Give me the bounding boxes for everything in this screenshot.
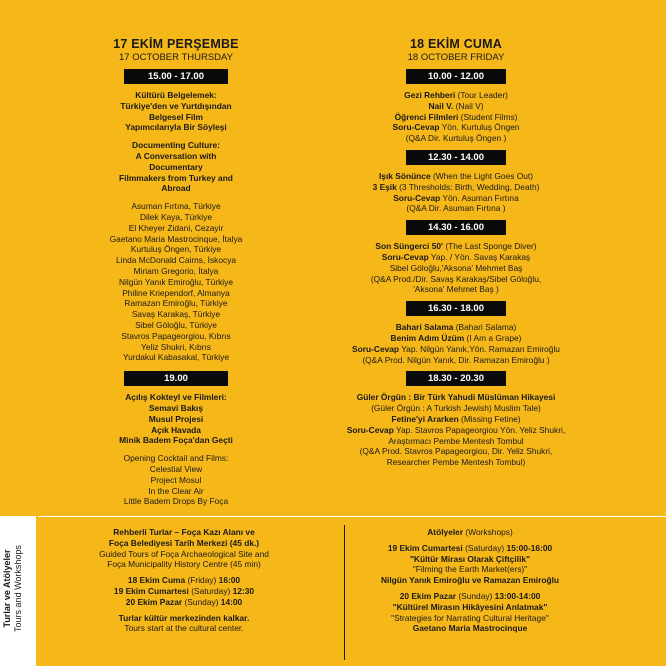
session-block: Güler Örgün : Bir Türk Yahudi Müslüman Hikayesi (Güler Örgün : A Turkish Jewish) Muslim Tale) Fetine'yi Ararken (Missing Fetine) Soru-Cevap Yap. Stavros Papageorgiou Yön. Yeliz Shukri, Araştırmacı Pembe Mentesh Tombul (Q&A Prod. Stavros Papageorgiou, Dir. Yeliz Shukri, Researcher Pembe Mentesh Tombul) [346, 392, 566, 468]
day1-column [108, 0, 244, 509]
guest-name: El Kheyer Zidani, Cezayir [128, 222, 224, 233]
session-block: Bahari Salama (Bahari Salama) Benim Adım Üzüm (I Am a Grape) Soru-Cevap Yap. Nilgün Yanık,Yön. Ramazan Emiroğlu (Q&A Prod. Nilgün Yanık, Dir. Ramazan Emiroğlu ) [352, 322, 560, 365]
column-divider [344, 525, 345, 660]
day2-subtitle: 18 OCTOBER FRIDAY [407, 52, 505, 63]
day1-title: 17 EKİM PERŞEMBE [113, 37, 239, 51]
guided-tours: Rehberli Turlar – Foça Kazı Alanı ve Foça Belediyesi Tarih Merkezi (45 dk.) Guided Tours of Foça Archaeological Site and Foça Municipality History Centre (45 min) 18 Ekim Cuma (Friday) 16:00 19 Ekim Cumartesi (Saturday) 12:30 20 Ekim Pazar (Sunday) 14:00 Turlar kültür merkezinden kalkar. Tours start at the cultural center. [99, 527, 269, 634]
guest-name: Asuman Fırtına, Türkiye [131, 201, 221, 212]
guest-name: Sibel Göloğlu, Türkiye [135, 319, 217, 330]
guest-name: Dilek Kaya, Türkiye [140, 211, 212, 222]
time-slot: 16.30 - 18.00 [406, 301, 506, 316]
day2-column [346, 0, 566, 470]
guest-name: Stavros Papageorgiou, Kıbrıs [121, 330, 231, 341]
session-block: Son Süngerci 50' (The Last Sponge Diver) Soru-Cevap Yap. / Yön. Savaş Karakaş Sibel Göloğlu,'Aksona' Mehmet Baş (Q&A Prod./Dir. Savaş Karakaş/Sibel Göloğlu, 'Aksona' Mehmet Baş ) [370, 241, 542, 295]
guest-name: Ramazan Emiroğlu, Türkiye [124, 298, 228, 309]
guest-name: Yurdakul Kabasakal, Türkiye [123, 352, 229, 363]
guest-name: Gaetano Maria Mastrocinque, İtalya [109, 233, 243, 244]
opening-films-en: Opening Cocktail and Films: Celestial View Project Mosul In the Clear Air Little Badem Drops By Foça [123, 453, 229, 507]
session-block: Işık Sönünce (When the Light Goes Out) 3 Eşik (3 Thresholds: Birth, Wedding, Death) Soru-Cevap Yön. Asuman Fırtına (Q&A Dir. Asuman Fırtına ) [372, 170, 540, 214]
guest-name: Linda McDonald Cairns, İskocya [115, 255, 237, 266]
day2-title: 18 EKİM CUMA [410, 37, 502, 51]
time-slot: 18.30 - 20.30 [406, 371, 506, 386]
guest-name: Philine Kriependorf, Almanya [122, 287, 230, 298]
guest-list [108, 201, 244, 363]
day1-subtitle: 17 OCTOBER THURSDAY [118, 52, 234, 63]
workshops: Atölyeler (Workshops) 19 Ekim Cumartesi (Saturday) 15:00-16:00 "Kültür Mirası Olarak Çiftçilik" "Filming the Earth Market(ers)" Nilgün Yanık Emiroğlu ve Ramazan Emiroğlu 20 Ekim Pazar (Sunday) 13:00-14:00 "Kültürel Mirasın Hikâyesini Anlatmak" "Strategies for Narrating Cultural Heritage" Gaetano Maria Mastrocinque [380, 527, 560, 634]
guest-name: Savaş Karakaş, Türkiye [131, 309, 221, 320]
time-slot: 15.00 - 17.00 [124, 69, 228, 84]
session-block: Gezi Rehberi (Tour Leader) Nail V. (Nail V) Öğrenci Filmleri (Student Films) Soru-Cevap Yön. Kurtuluş Öngen (Q&A Dir. Kurtuluş Öngen ) [392, 90, 520, 144]
time-slot: 19.00 [124, 371, 228, 386]
session-title-tr: Kültürü Belgelemek: Türkiye'den ve Yurtdışından Belgesel Film Yapımcılarıyla Bir Söyleşi [120, 90, 232, 133]
session-title-en: Documenting Culture: A Conversation with Documentary Filmmakers from Turkey and Abroad [119, 140, 233, 194]
section-divider [38, 516, 666, 517]
guest-name: Nilgün Yanık Emiroğlu, Türkiye [118, 276, 234, 287]
time-slot: 12.30 - 14.00 [406, 150, 506, 165]
time-slot: 14.30 - 16.00 [406, 220, 506, 235]
guest-name: Miriam Gregorio, İtalya [133, 265, 219, 276]
sidebar-label: Turlar ve Atölyeler Tours and Workshops [2, 545, 23, 632]
guest-name: Yeliz Shukri, Kıbrıs [141, 341, 211, 352]
guest-name: Kurtuluş Öngen, Türkiye [130, 244, 222, 255]
opening-films-tr: Açılış Kokteyl ve Filmleri: Semavi Bakış Musul Projesi Açık Havada Minik Badem Foça'dan Geçti [119, 392, 233, 446]
time-slot: 10.00 - 12.00 [406, 69, 506, 84]
